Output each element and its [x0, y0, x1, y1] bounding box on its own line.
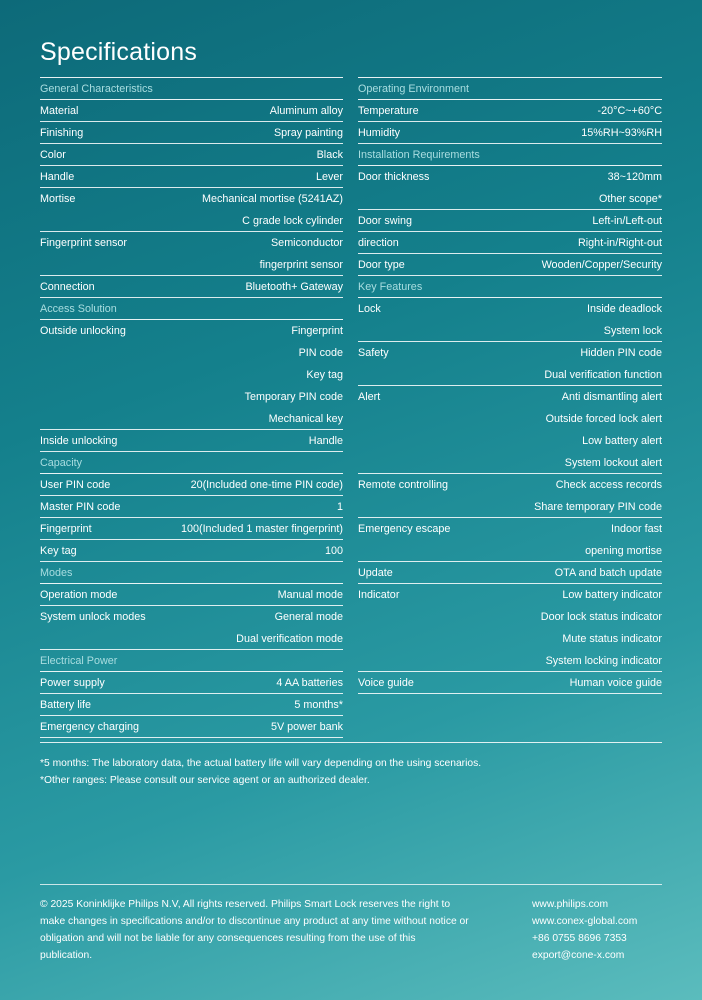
spec-value: 5V power bank	[270, 721, 343, 733]
spec-row	[358, 540, 662, 562]
spec-row	[358, 122, 662, 144]
spec-label: Master PIN code	[40, 501, 121, 513]
spec-row	[358, 672, 662, 694]
spec-row	[40, 188, 343, 210]
spec-row	[358, 452, 662, 474]
spec-label: Indicator	[358, 589, 400, 601]
divider	[40, 884, 662, 885]
spec-label: Safety	[358, 347, 389, 359]
spec-row	[358, 188, 662, 210]
section-header	[358, 144, 662, 166]
spec-value: Wooden/Copper/Security	[541, 259, 662, 271]
spec-row	[40, 210, 343, 232]
spec-row	[40, 716, 343, 738]
spec-label: Key tag	[40, 545, 77, 557]
spec-value: -20°C~+60°C	[597, 105, 662, 117]
spec-value: 15%RH~93%RH	[581, 127, 662, 139]
spec-row	[40, 584, 343, 606]
spec-label: direction	[358, 237, 399, 249]
spec-label: Emergency escape	[358, 523, 451, 535]
spec-row	[358, 254, 662, 276]
spec-label: Outside unlocking	[40, 325, 126, 337]
spec-value: Indoor fast	[610, 523, 662, 535]
spec-row	[358, 386, 662, 408]
right-spec-column	[358, 77, 662, 694]
spec-label: Update	[358, 567, 393, 579]
spec-value: System locking indicator	[545, 655, 662, 667]
spec-label: Lock	[358, 303, 381, 315]
spec-value: Spray painting	[273, 127, 343, 139]
spec-row	[40, 364, 343, 386]
spec-label: Temperature	[358, 105, 419, 117]
spec-row	[40, 606, 343, 628]
spec-row	[40, 496, 343, 518]
spec-row	[358, 210, 662, 232]
spec-row	[358, 100, 662, 122]
spec-value: 5 months*	[294, 699, 343, 711]
spec-label: Finishing	[40, 127, 84, 139]
spec-row	[358, 562, 662, 584]
footnote: *Other ranges: Please consult our service agent or an authorized dealer.	[40, 775, 370, 786]
spec-value: Fingerprint	[291, 325, 343, 337]
spec-row	[358, 606, 662, 628]
section-header	[40, 298, 343, 320]
spec-row	[40, 408, 343, 430]
spec-row	[40, 254, 343, 276]
spec-row	[358, 364, 662, 386]
left-spec-column	[40, 77, 343, 738]
website-link[interactable]: www.conex-global.com	[532, 916, 638, 927]
spec-value: Key tag	[306, 369, 343, 381]
spec-row	[40, 518, 343, 540]
spec-row	[358, 298, 662, 320]
section-title: Operating Environment	[358, 83, 470, 95]
section-header	[40, 650, 343, 672]
spec-row	[358, 430, 662, 452]
spec-value: Human voice guide	[569, 677, 662, 689]
spec-row	[358, 496, 662, 518]
section-title: Electrical Power	[40, 655, 118, 667]
spec-row	[40, 430, 343, 452]
footnote: *5 months: The laboratory data, the actual battery life will vary depending on the using scenarios.	[40, 758, 482, 769]
spec-label: Material	[40, 105, 79, 117]
spec-label: User PIN code	[40, 479, 111, 491]
spec-row	[40, 232, 343, 254]
spec-value: Hidden PIN code	[580, 347, 662, 359]
spec-row	[40, 342, 343, 364]
section-header	[40, 562, 343, 584]
spec-value: Mechanical mortise (5241AZ)	[201, 193, 343, 205]
section-title: Capacity	[40, 457, 83, 469]
spec-value: 38~120mm	[607, 171, 662, 183]
spec-label: Connection	[40, 281, 95, 293]
section-header	[358, 78, 662, 100]
spec-label: Power supply	[40, 677, 105, 689]
spec-row	[358, 518, 662, 540]
spec-value: 1	[336, 501, 343, 513]
spec-value: Dual verification function	[544, 369, 662, 381]
spec-value: Aluminum alloy	[269, 105, 343, 117]
spec-value: Share temporary PIN code	[534, 501, 662, 513]
spec-value: opening mortise	[585, 545, 662, 557]
spec-value: C grade lock cylinder	[242, 215, 343, 227]
spec-value: Temporary PIN code	[244, 391, 343, 403]
spec-value: General mode	[274, 611, 343, 623]
spec-row	[40, 672, 343, 694]
divider	[40, 742, 662, 743]
spec-label: Door thickness	[358, 171, 430, 183]
spec-value: Outside forced lock alert	[545, 413, 662, 425]
section-header	[358, 276, 662, 298]
section-title: Modes	[40, 567, 73, 579]
spec-value: Black	[316, 149, 343, 161]
spec-row	[40, 628, 343, 650]
spec-value: Inside deadlock	[586, 303, 662, 315]
spec-value: Left-in/Left-out	[592, 215, 662, 227]
website-link[interactable]: www.philips.com	[532, 899, 609, 910]
spec-label: Inside unlocking	[40, 435, 118, 447]
contact-info	[532, 896, 637, 964]
spec-value: fingerprint sensor	[259, 259, 343, 271]
spec-label: Door swing	[358, 215, 413, 227]
spec-row	[40, 276, 343, 298]
spec-row	[358, 320, 662, 342]
email-link[interactable]: export@cone-x.com	[532, 950, 625, 961]
spec-row	[40, 386, 343, 408]
section-title: Installation Requirements	[358, 149, 480, 161]
spec-label: Mortise	[40, 193, 76, 205]
spec-label: Remote controlling	[358, 479, 449, 491]
page-title: Specifications	[40, 38, 198, 66]
spec-value: Right-in/Right-out	[577, 237, 662, 249]
spec-value: OTA and batch update	[554, 567, 662, 579]
spec-row	[358, 232, 662, 254]
spec-value: Check access records	[555, 479, 662, 491]
spec-row	[358, 408, 662, 430]
spec-label: Emergency charging	[40, 721, 140, 733]
spec-row	[40, 100, 343, 122]
spec-value: Dual verification mode	[236, 633, 343, 645]
spec-label: Fingerprint sensor	[40, 237, 128, 249]
spec-value: System lock	[603, 325, 662, 337]
copyright-text: © 2025 Koninklijke Philips N.V, All rights reserved. Philips Smart Lock reserves the right to make changes in specifications and/or to discontinue any product at any time without notice or obligation and will not be liable for any consequences resulting from the use of this publication.	[40, 899, 469, 961]
spec-row	[358, 584, 662, 606]
spec-row	[358, 342, 662, 364]
spec-row	[358, 650, 662, 672]
spec-row	[40, 320, 343, 342]
spec-value: Mechanical key	[268, 413, 343, 425]
spec-row	[358, 628, 662, 650]
spec-label: Alert	[358, 391, 381, 403]
spec-value: Door lock status indicator	[540, 611, 662, 623]
spec-value: Bluetooth+ Gateway	[245, 281, 343, 293]
spec-label: Handle	[40, 171, 75, 183]
spec-label: Battery life	[40, 699, 92, 711]
spec-value: Lever	[315, 171, 343, 183]
spec-value: Other scope*	[598, 193, 662, 205]
phone-number: +86 0755 8696 7353	[532, 933, 627, 944]
spec-value: Low battery indicator	[562, 589, 662, 601]
spec-value: Handle	[308, 435, 343, 447]
spec-row	[358, 166, 662, 188]
section-title: Key Features	[358, 281, 423, 293]
footnotes	[40, 755, 481, 789]
spec-label: System unlock modes	[40, 611, 146, 623]
spec-row	[40, 474, 343, 496]
spec-value: Mute status indicator	[562, 633, 662, 645]
spec-label: Door type	[358, 259, 405, 271]
section-title: Access Solution	[40, 303, 117, 315]
spec-value: PIN code	[298, 347, 343, 359]
spec-row	[40, 144, 343, 166]
spec-value: 100(Included 1 master fingerprint)	[180, 523, 343, 535]
spec-label: Voice guide	[358, 677, 414, 689]
spec-label: Humidity	[358, 127, 400, 139]
section-header	[40, 452, 343, 474]
spec-value: 100	[324, 545, 343, 557]
spec-value: 20(Included one-time PIN code)	[190, 479, 343, 491]
section-title: General Characteristics	[40, 83, 153, 95]
spec-label: Color	[40, 149, 66, 161]
spec-value: Low battery alert	[582, 435, 662, 447]
spec-row	[40, 540, 343, 562]
spec-value: Anti dismantling alert	[561, 391, 662, 403]
spec-value: System lockout alert	[564, 457, 662, 469]
section-header	[40, 78, 343, 100]
spec-row	[358, 474, 662, 496]
spec-label: Fingerprint	[40, 523, 92, 535]
spec-label: Operation mode	[40, 589, 118, 601]
spec-row	[40, 122, 343, 144]
spec-row	[40, 166, 343, 188]
spec-value: Semiconductor	[270, 237, 343, 249]
spec-value: 4 AA batteries	[276, 677, 343, 689]
spec-row	[40, 694, 343, 716]
spec-value: Manual mode	[277, 589, 343, 601]
